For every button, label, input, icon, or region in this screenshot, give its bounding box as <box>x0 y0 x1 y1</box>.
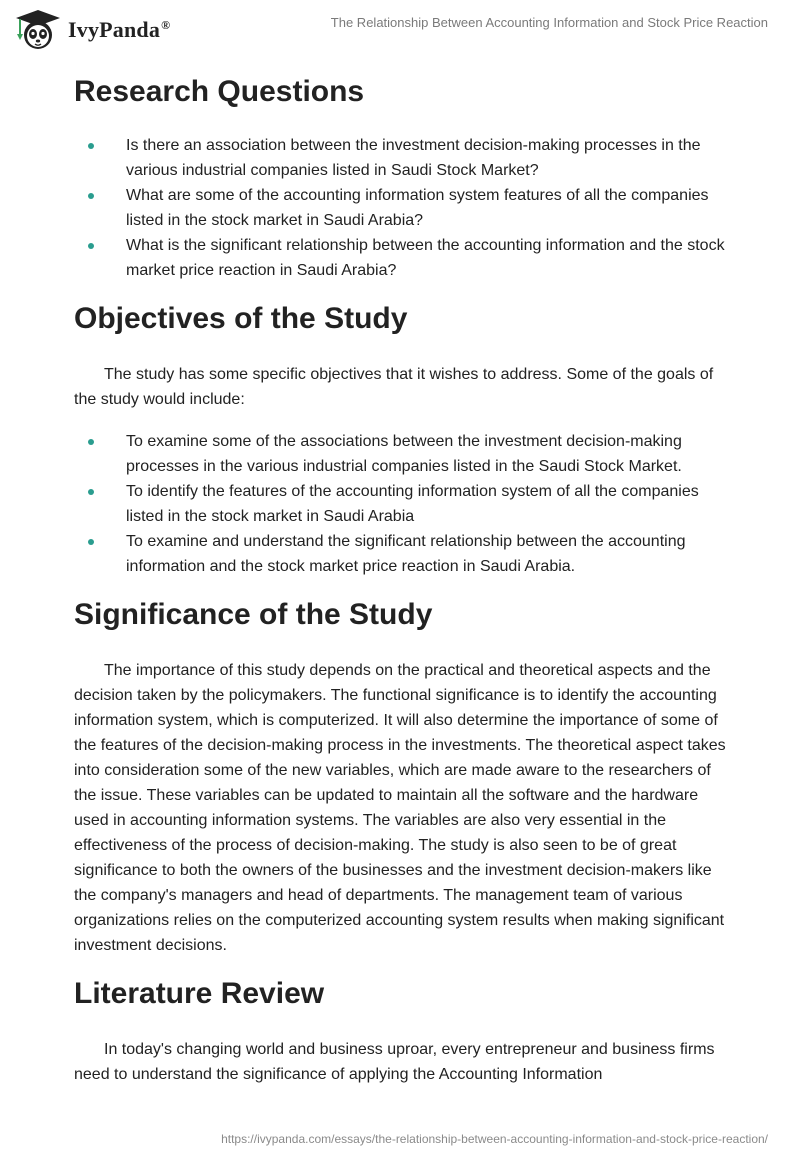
list-item: Is there an association between the investment decision-making processes in the various industrial companies listed in Saudi Stock Market? <box>74 133 726 183</box>
panda-graduation-cap-icon <box>14 8 62 52</box>
document-title: The Relationship Between Accounting Information and Stock Price Reaction <box>330 15 768 30</box>
list-item: What are some of the accounting information system features of all the companies listed in the stock market in Saudi Arabia? <box>74 183 726 233</box>
bullet-icon <box>88 439 94 445</box>
objectives-intro: The study has some specific objectives that it wishes to address. Some of the goals of the study would include: <box>74 366 714 408</box>
ivypanda-logo[interactable] <box>14 8 170 52</box>
list-item: What is the significant relationship between the accounting information and the stock market price reaction in Saudi Arabia? <box>74 233 726 283</box>
objectives-list <box>74 429 726 579</box>
heading-objectives: Objectives of the Study <box>74 302 408 335</box>
bullet-icon <box>88 489 94 495</box>
bullet-icon <box>88 193 94 199</box>
research-questions-list <box>74 133 726 283</box>
heading-research-questions: Research Questions <box>74 75 365 108</box>
essay-content <box>74 74 726 1087</box>
heading-literature-review: Literature Review <box>74 977 325 1010</box>
logo-text: IvyPanda® <box>68 17 171 42</box>
list-item: To examine some of the associations between the investment decision-making processes in the various industrial companies listed in the Saudi Stock Market. <box>74 429 726 479</box>
list-item: To examine and understand the significant relationship between the accounting information and the stock market price reaction in Saudi Arabia. <box>74 529 726 579</box>
significance-paragraph: The importance of this study depends on the practical and theoretical aspects and the decision taken by the policymakers. The functional significance is to identify the accounting information system, which is computerized. It will also determine the importance of some of the features of the decision-making process in the investments. The theoretical aspect takes into consideration some of the new variables, which are made aware to the researchers of the issue. These variables can be updated to maintain all the software and the hardware used in accounting information systems. The variables are also very essential in the effectiveness of the process of decision-making. The study is also seen to be of great significance to both the owners of the businesses and the investment decision-makers like the company's managers and head of departments. The management team of various organizations relies on the computerized accounting system results when making significant investment decisions. <box>74 662 726 954</box>
heading-significance: Significance of the Study <box>74 598 433 631</box>
source-url[interactable]: https://ivypanda.com/essays/the-relationship-between-accounting-information-and-stock-price-reaction/ <box>221 1132 768 1146</box>
page-header <box>0 0 800 62</box>
list-item: To identify the features of the accounting information system of all the companies listed in the stock market in Saudi Arabia <box>74 479 726 529</box>
bullet-icon <box>88 539 94 545</box>
bullet-icon <box>88 143 94 149</box>
literature-paragraph: In today's changing world and business uproar, every entrepreneur and business firms need to understand the significance of applying the Accounting Information <box>74 1041 715 1083</box>
bullet-icon <box>88 243 94 249</box>
